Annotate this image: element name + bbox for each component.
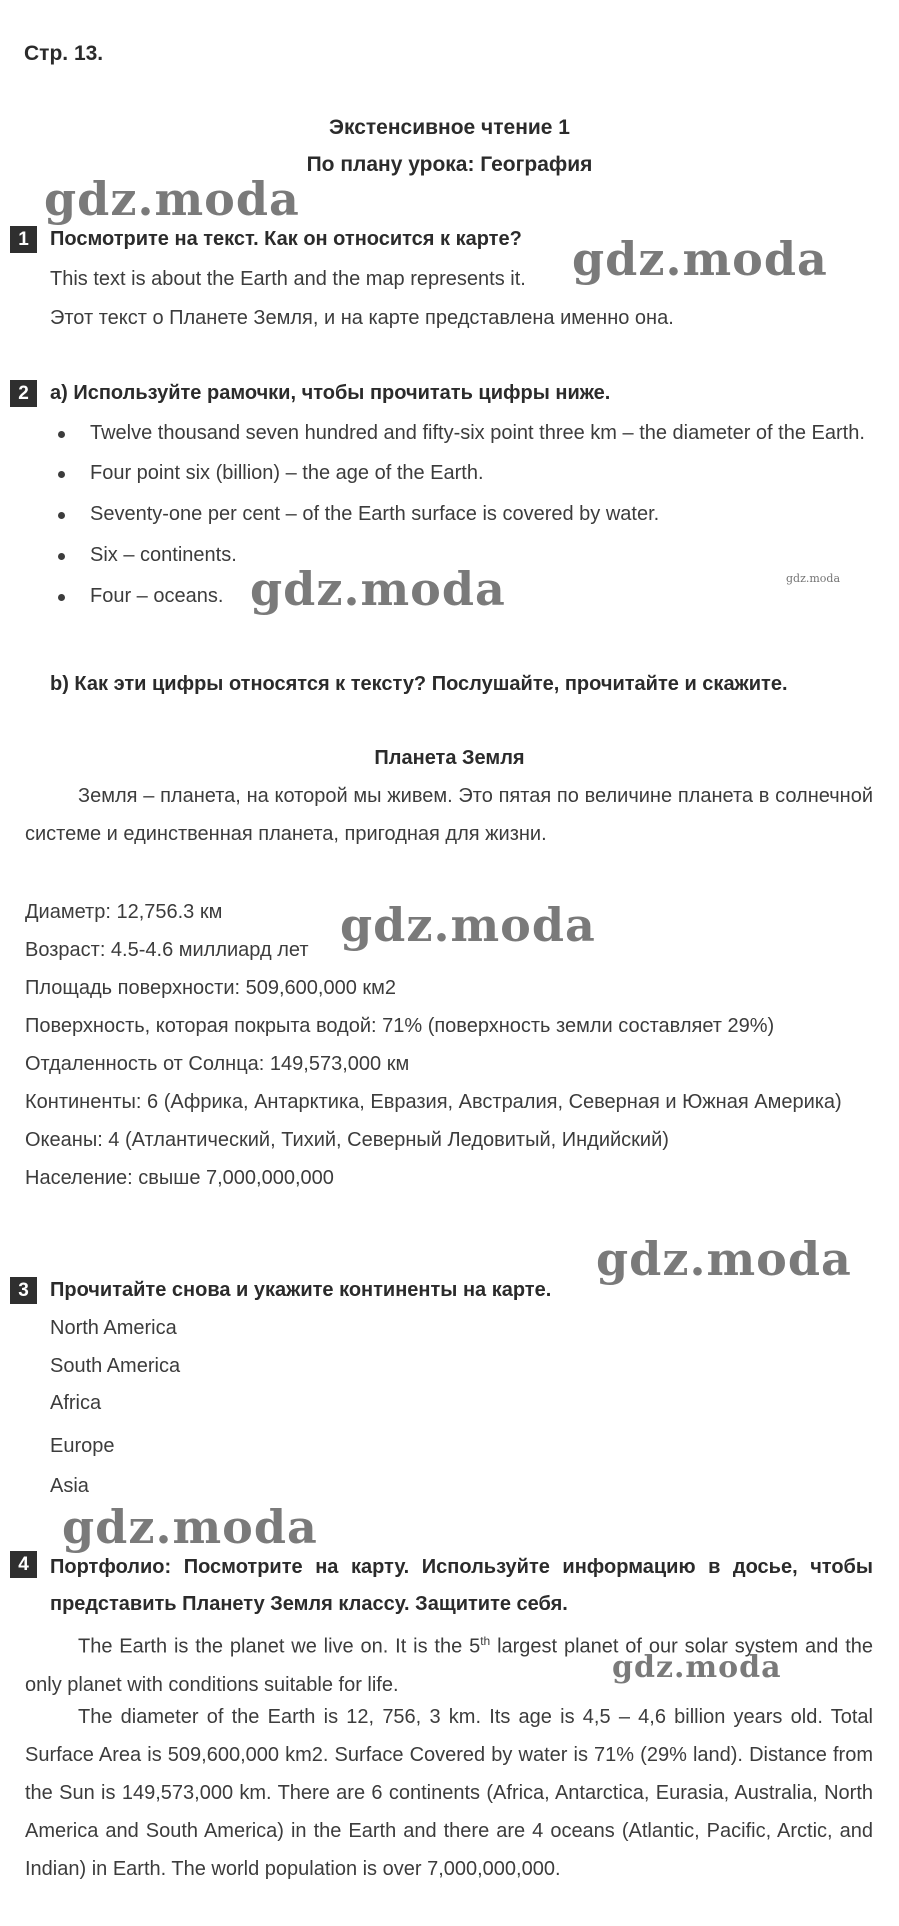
paragraph-text: largest planet of our solar system and the only planet with conditions suitable for life.: [25, 1635, 873, 1696]
fact-continents: Континенты: 6 (Африка, Антарктика, Евразия, Австралия, Северная и Южная Америка): [25, 1091, 842, 1113]
list-item: Four point six (billion) – the age of the Earth.: [50, 455, 872, 492]
task-4-paragraph-1: [25, 1622, 873, 1704]
task-1-answer-ru: Этот текст о Планете Земля, и на карте представлена именно она.: [50, 307, 674, 329]
continent-item: South America: [50, 1355, 181, 1377]
task-2-heading-b: b) Как эти цифры относятся к тексту? Послушайте, прочитайте и скажите.: [50, 673, 788, 695]
list-item: Seventy-one per cent – of the Earth surface is covered by water.: [50, 496, 872, 533]
fact-surface-area: Площадь поверхности: 509,600,000 км2: [25, 977, 397, 999]
task-2-heading-a: a) Используйте рамочки, чтобы прочитать цифры ниже.: [50, 382, 611, 404]
continent-item: Africa: [50, 1392, 102, 1414]
watermark: gdz.moda: [596, 1232, 852, 1286]
list-item: Six – continents.: [50, 537, 872, 574]
task-2-bullet-list: [50, 415, 872, 615]
continent-item: Europe: [50, 1435, 115, 1457]
list-item: Twelve thousand seven hundred and fifty-six point three km – the diameter of the Earth.: [50, 415, 872, 452]
planet-intro: Земля – планета, на которой мы живем. Это пятая по величине планета в солнечной системе и единственная планета, пригодная для жизни.: [25, 785, 873, 845]
continent-item: North America: [50, 1317, 177, 1339]
task-3-heading: Прочитайте снова и укажите континенты на карте.: [50, 1279, 552, 1301]
fact-diameter: Диаметр: 12,756.3 км: [25, 901, 223, 923]
task-1-answer-en: This text is about the Earth and the map represents it.: [50, 268, 526, 290]
watermark: gdz.moda: [786, 572, 841, 585]
fact-population: Население: свыше 7,000,000,000: [25, 1167, 334, 1189]
task-3-number: 3: [10, 1277, 37, 1304]
task-4-heading: Портфолио: Посмотрите на карту. Используйте информацию в досье, чтобы представить Планету Земля классу. Защитите себя.: [50, 1556, 873, 1615]
fact-distance-sun: Отдаленность от Солнца: 149,573,000 км: [25, 1053, 410, 1075]
page-subtitle: По плану урока: География: [306, 153, 593, 176]
fact-oceans: Океаны: 4 (Атлантический, Тихий, Северный Ледовитый, Индийский): [25, 1129, 669, 1151]
watermark: gdz.moda: [62, 1500, 318, 1554]
fact-water-surface: Поверхность, которая покрыта водой: 71% (поверхность земли составляет 29%): [25, 1015, 775, 1037]
task-4-paragraph-2: The diameter of the Earth is 12, 756, 3 km. Its age is 4,5 – 4,6 billion years old. Total Surface Area is 509,600,000 km2. Surface Covered by water is 71% (29% land). Distance from the Sun is 149,573,000 km. There are 6 continents (Africa, Antarctica, Eurasia, Australia, North America and South America) in the Earth and there are 4 oceans (Atlantic, Pacific, Arctic, and Indian) in Earth. The world population is over 7,000,000,000.: [25, 1706, 873, 1880]
watermark: gdz.moda: [612, 1650, 782, 1685]
list-item: Four – oceans.: [50, 578, 872, 615]
watermark: gdz.moda: [572, 232, 828, 286]
continent-item: Asia: [50, 1475, 89, 1497]
page-label: Стр. 13.: [24, 42, 104, 65]
watermark: gdz.moda: [44, 172, 300, 226]
task-2-number: 2: [10, 380, 37, 407]
watermark: gdz.moda: [250, 562, 506, 616]
watermark: gdz.moda: [340, 898, 596, 952]
task-1-number: 1: [10, 226, 37, 253]
fact-age: Возраст: 4.5-4.6 миллиард лет: [25, 939, 309, 961]
section-title: Планета Земля: [374, 747, 525, 769]
task-4-number: 4: [10, 1551, 37, 1578]
task-1-heading: Посмотрите на текст. Как он относится к карте?: [50, 228, 522, 250]
facts-list: [25, 893, 873, 1197]
ordinal-suffix: th: [480, 1634, 491, 1648]
page-title: Экстенсивное чтение 1: [329, 116, 570, 139]
paragraph-text: The Earth is the planet we live on. It is the 5: [78, 1635, 481, 1658]
